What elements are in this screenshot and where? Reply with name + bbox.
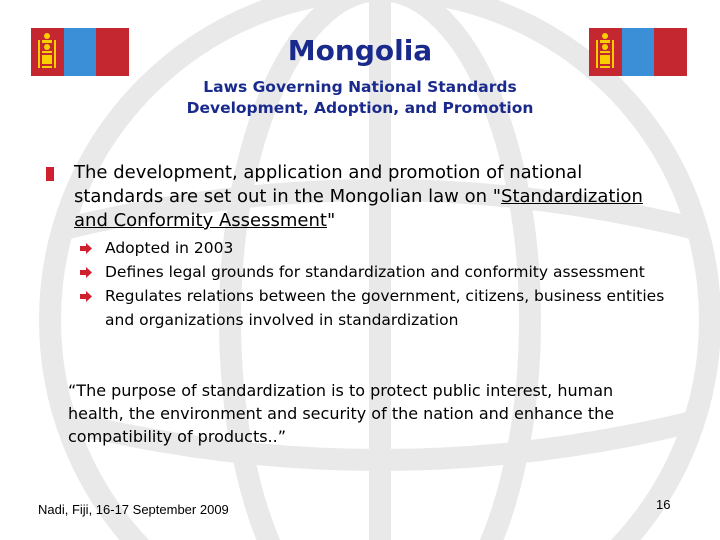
red-arrow-bullet-icon [80, 267, 92, 278]
red-square-bullet-icon [46, 167, 54, 181]
main-bullet-text-before: The development, application and promotion of national standards are set out in the Mongolian law on " [74, 162, 583, 207]
main-bullet-text [74, 161, 674, 233]
sub-bullet-item [80, 284, 690, 332]
slide-title: Mongolia [287, 34, 433, 67]
sub-bullet-text: Regulates relations between the government, citizens, business entities and organizations involved in standardization [105, 287, 665, 329]
purpose-quote: “The purpose of standardization is to protect public interest, human health, the environment and security of the nation and enhance the compatibility of products..” [68, 381, 615, 446]
sub-bullet-item [80, 260, 690, 284]
page-number: 16 [656, 497, 671, 512]
slide-subtitle [0, 77, 720, 119]
sub-bullet-text: Adopted in 2003 [105, 239, 234, 257]
subtitle-line-1: Laws Governing National Standards [203, 78, 517, 96]
main-bullet-text-after: " [326, 210, 336, 231]
red-arrow-bullet-icon [80, 291, 92, 302]
sub-bullet-item [80, 236, 690, 260]
subtitle-line-2: Development, Adoption, and Promotion [186, 99, 534, 117]
sub-bullet-text: Defines legal grounds for standardization and conformity assessment [105, 263, 645, 281]
footer-location-date: Nadi, Fiji, 16-17 September 2009 [38, 502, 229, 517]
sub-bullet-list [80, 236, 690, 332]
law-title: Standardization and Conformity Assessment [74, 186, 643, 231]
red-arrow-bullet-icon [80, 243, 92, 254]
